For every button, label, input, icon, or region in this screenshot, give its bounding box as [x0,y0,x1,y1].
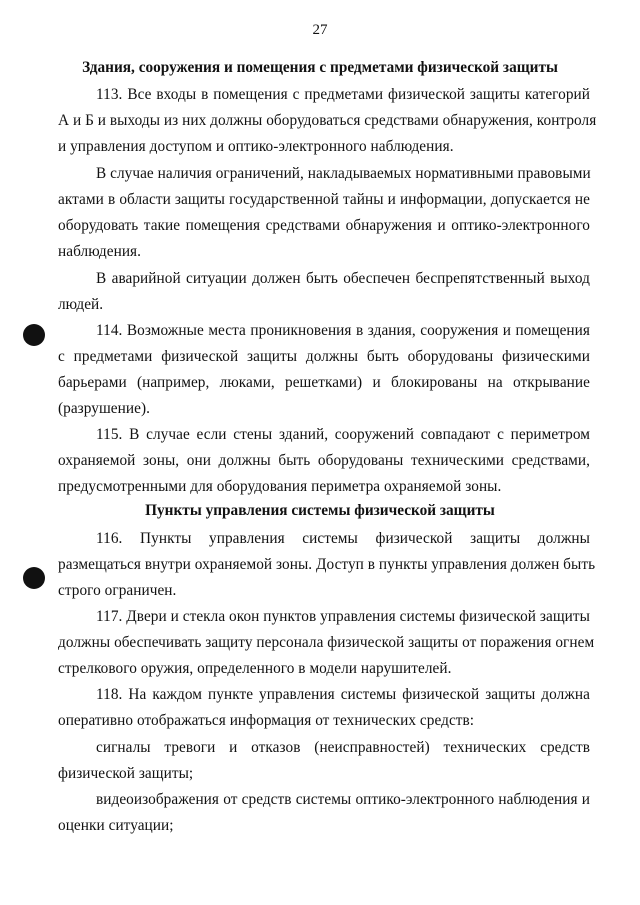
paragraph-114-line-2: с предметами физической защиты должны быть оборудованы физическими [58,348,590,365]
list-item-video-line-2: оценки ситуации; [58,817,174,834]
paragraph-117-line-3: стрелкового оружия, определенного в модели нарушителей. [58,660,452,677]
paragraph-emergency-line-1: В аварийной ситуации должен быть обеспечен беспрепятственный выход [96,270,590,287]
paragraph-117-line-1: 117. Двери и стекла окон пунктов управления системы физической защиты [96,608,590,625]
paragraph-114-line-3: барьерами (например, люками, решетками) и блокированы на открывание [58,374,590,391]
paragraph-116-line-2: размещаться внутри охраняемой зоны. Доступ в пункты управления должен быть [58,556,596,573]
paragraph-restrictions-line-4: наблюдения. [58,243,142,260]
paragraph-115-line-1: 115. В случае если стены зданий, сооружений совпадают с периметром [96,426,590,443]
paragraph-113-line-2: А и Б и выходы из них должны оборудоваться средствами обнаружения, контроля [58,112,597,129]
section-heading-control-points: Пункты управления системы физической защиты [145,502,495,519]
page-number: 27 [312,22,328,38]
paragraph-restrictions-line-1: В случае наличия ограничений, накладываемых нормативными правовыми [96,165,591,182]
paragraph-117-line-2: должны обеспечивать защиту персонала физической защиты от поражения огнем [58,634,595,651]
list-item-alarm-signals-line-1: сигналы тревоги и отказов (неисправностей) технических средств [96,739,590,756]
section-heading-buildings: Здания, сооружения и помещения с предметами физической защиты [82,59,558,76]
punch-hole-mark [23,567,45,589]
paragraph-113-line-1: 113. Все входы в помещения с предметами физической защиты категорий [96,86,590,103]
punch-hole-mark [23,324,45,346]
paragraph-114-line-1: 114. Возможные места проникновения в здания, сооружения и помещения [96,322,590,339]
list-item-video-line-1: видеоизображения от средств системы оптико-электронного наблюдения и [96,791,590,808]
paragraph-restrictions-line-3: оборудовать такие помещения средствами обнаружения и оптико-электронного [58,217,590,234]
paragraph-emergency-line-2: людей. [58,296,104,313]
paragraph-118-line-2: оперативно отображаться информация от технических средств: [58,712,475,729]
paragraph-115-line-2: охраняемой зоны, они должны быть оборудованы техническими средствами, [58,452,590,469]
list-item-alarm-signals-line-2: физической защиты; [58,765,194,782]
paragraph-115-line-3: предусмотренными для оборудования периметра охраняемой зоны. [58,478,502,495]
paragraph-114-line-4: (разрушение). [58,400,150,417]
paragraph-116-line-3: строго ограничен. [58,582,177,599]
paragraph-118-line-1: 118. На каждом пункте управления системы физической защиты должна [96,686,590,703]
paragraph-116-line-1: 116. Пункты управления системы физической защиты должны [96,530,590,547]
paragraph-restrictions-line-2: актами в области защиты государственной тайны и информации, допускается не [58,191,590,208]
paragraph-113-line-3: и управления доступом и оптико-электронного наблюдения. [58,138,454,155]
